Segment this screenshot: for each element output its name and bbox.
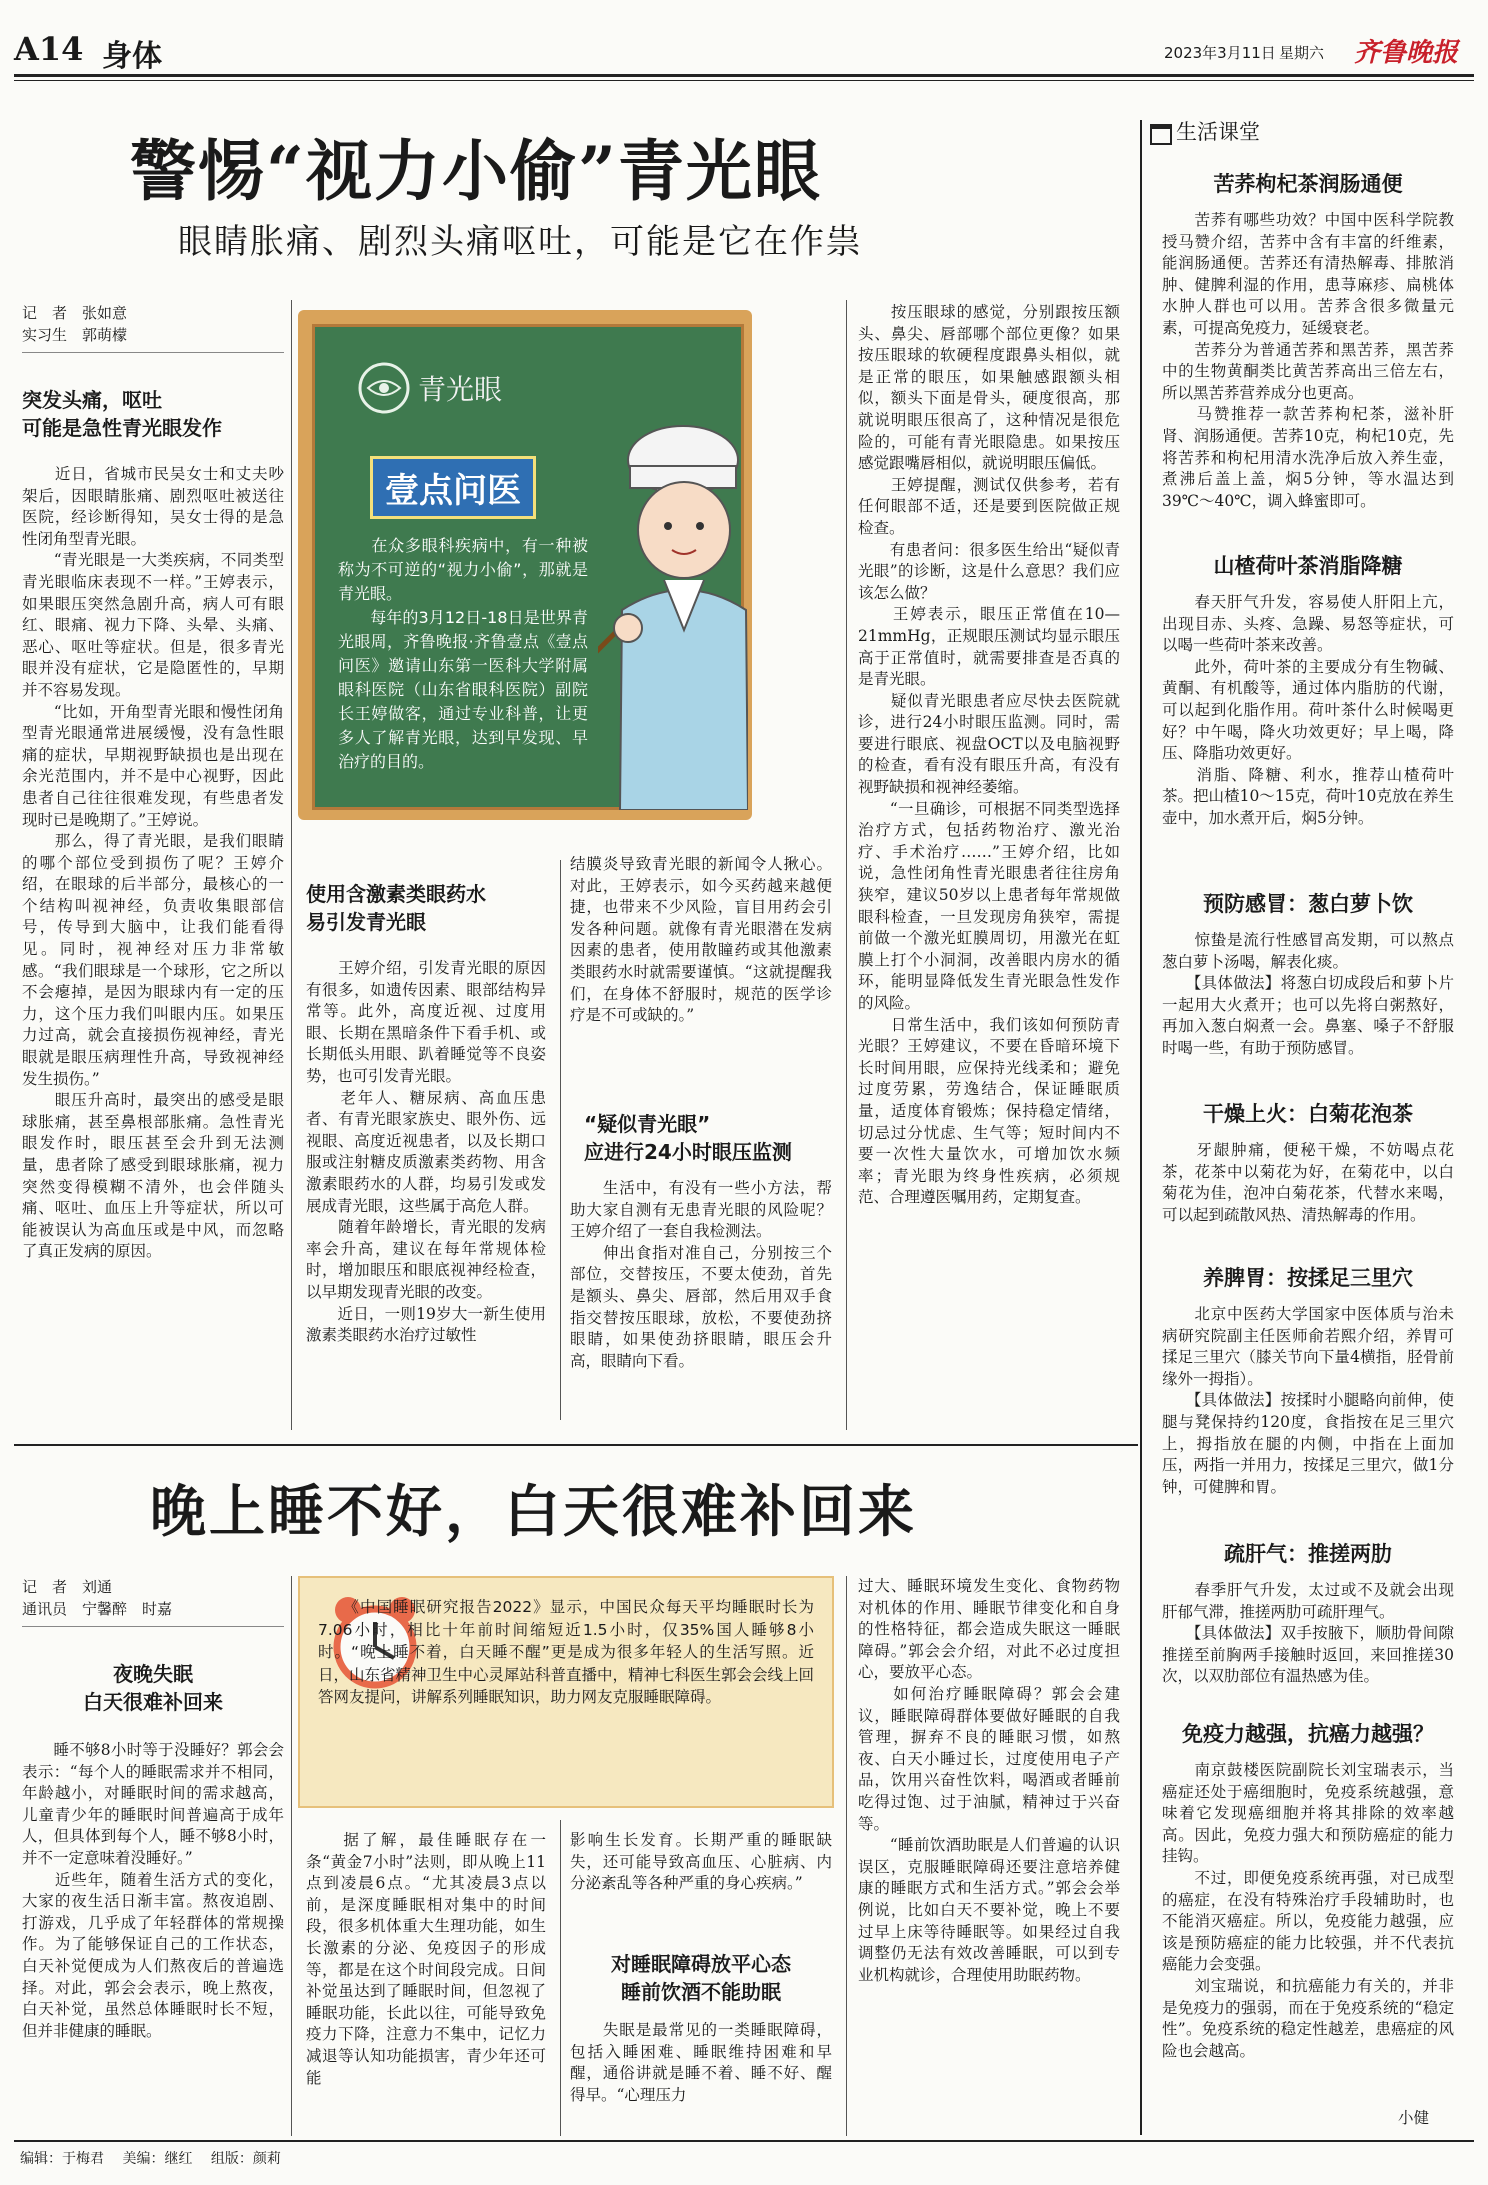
- sidebar-heading: 预防感冒：葱白萝卜饮: [1203, 892, 1413, 916]
- byline-rule: [22, 1626, 284, 1627]
- article1-byline: [22, 302, 292, 346]
- byline-correspondent: 通讯员 宁馨醉 时嘉: [22, 1600, 173, 1618]
- qa-column-tag: 壹点问医: [370, 456, 536, 519]
- column-divider: [291, 300, 292, 1430]
- page-number: A14: [14, 30, 84, 68]
- footer-credits: [20, 2148, 620, 2168]
- glaucoma-logo: [354, 358, 534, 418]
- footer-rule: [14, 2140, 1474, 2142]
- article1-col4-body: 按压眼球的感觉，分别跟按压额头、鼻尖、唇部哪个部位更像？如果按压眼球的软硬程度跟鼻头相似，就是正常的眼压，如果触感跟额头相似，额头下面是骨头，硬度很高，那就说明眼压很高了，这种情况是很危险的，可能有青光眼隐患。如果按压感觉跟嘴唇相似，就说明眼压偏低。 王婷提醒，测试仅供参考，若有任何眼部不适，还是要到医院做正规检查。 有患者问：很多医生给出“疑似青光眼”的诊断，这是什么意思？我们应该怎么做？ 王婷表示，眼压正常值在10—21mmHg，正规眼压测试均显示眼压高于正常值时，就需要排查是否真的是青光眼。 疑似青光眼患者应尽快去医院就诊，进行24小时眼压监测。同时，需要进行眼底、视盘OCT以及电脑视野的检查，看有没有眼压升高，有没有视野缺损和视神经萎缩。 “一旦确诊，可根据不同类型选择治疗方式，包括药物治疗、激光治疗、手术治疗……”王婷介绍，比如说，急性闭角性青光眼患者往往房角狭窄，建议50岁以上患者每年常规做眼科检查，一旦发现房角狭窄，需提前做一个激光虹膜周切，用激光在虹膜上打个小洞洞，改善眼内房水的循环，能明显降低发生青光眼急性发作的风险。 日常生活中，我们该如何预防青光眼？王婷建议，不要在昏暗环境下长时间用眼，应保持光线柔和；避免过度劳累，劳逸结合，保证睡眠质量，适度体育锻炼；保持稳定情绪，切忌过分忧虑、生气等；短时间内不要一次性大量饮水，可增加饮水频率；青光眼为终身性疾病，必须规范、合理遵医嘱用药，定期复查。: [858, 303, 1120, 1207]
- byline-reporter: 记 者 张如意: [22, 304, 128, 322]
- column-divider: [291, 1576, 292, 2136]
- sidebar-text: 苦荞有哪些功效？中国中医科学院教授马赞介绍，苦荞中含有丰富的纤维素，能润肠通便。苦荞还有清热解毒、排脓消肿、健脾利湿的作用，患荨麻疹、扁桃体水肿人群也可以用。苦荞含很多微量元素，可提高免疫力，延缓衰老。 苦荞分为普通苦荞和黑苦荞，黑苦荞中的生物黄酮类比黄苦荞高出三倍左右，所以黑苦荞营养成分也更高。 马赞推荐一款苦荞枸杞茶，滋补肝肾、润肠通便。苦荞10克，枸杞10克，先将苦荞和枸杞用清水洗净后放入养生壶，煮沸后盖上盖，焖5分钟，等水温达到39℃～40℃，调入蜂蜜即可。: [1162, 211, 1454, 510]
- sidebar-heading: 疏肝气：推搓两肋: [1224, 1542, 1392, 1566]
- article1-col1-body: 近日，省城市民吴女士和丈夫吵架后，因眼睛胀痛、剧烈呕吐被送往医院，经诊断得知，吴女士得的是急性闭角型青光眼。 “青光眼是一大类疾病，不同类型青光眼临床表现不一样。”王婷表示，如果眼压突然急剧升高，病人可有眼红、眼痛、视力下降、头晕、头痛、恶心、呕吐等症状。但是，很多青光眼并没有症状，它是隐匿性的，早期并不容易发现。 “比如，开角型青光眼和慢性闭角型青光眼通常进展缓慢，没有急性眼痛的症状，早期视野缺损也是出现在余光范围内，并不是中心视野，因此患者自己往往很难发现，有些患者发现时已是晚期了。”王婷说。 那么，得了青光眼，是我们眼睛的哪个部位受到损伤了呢？王婷介绍，在眼球的后半部分，最核心的一个结构叫视神经，负责收集眼部信号，传导到大脑中，让我们能看得见。同时，视神经对压力非常敏感。“我们眼球是一个球形，它之所以不会瘪掉，是因为眼球内有一定的压力，这个压力我们叫眼内压。如果压力过高，就会直接损伤视神经，青光眼就是眼压病理性升高，导致视神经发生损伤。” 眼压升高时，最突出的感受是眼球胀痛，甚至鼻根部胀痛。急性青光眼发作时，眼压甚至会升到无法测量，患者除了感受到眼球胀痛，视力突然变得模糊不清外，也会伴随头痛、呕吐、血压上升等症状，所以可能被误认为高血压或是中风，而忽略了真正发病的原因。: [22, 465, 284, 1261]
- column-divider: [560, 1820, 561, 2136]
- sidebar-column-label: [1150, 116, 1470, 148]
- footer-art-editor: 美编：继红: [122, 2151, 193, 2167]
- paper-logo: 齐鲁晚报: [1354, 38, 1459, 68]
- article1-col2-body: 王婷介绍，引发青光眼的原因有很多，如遗传因素、眼部结构异常等。此外，高度近视、过度用眼、长期在黑暗条件下看手机、或长期低头用眼、趴着睡觉等不良姿势，也可引发青光眼。 老年人、糖尿病、高血压患者、有青光眼家族史、眼外伤、远视眼、高度近视患者，以及长期口服或注射糖皮质激素类药物、用含激素眼药水的人群，均易引发或发展成青光眼，这些属于高危人群。 随着年龄增长，青光眼的发病率会升高，建议在每年常规体检时，增加眼压和眼底视神经检查，以早期发现青光眼的改变。 近日，一则19岁大一新生使用激素类眼药水治疗过敏性: [306, 959, 546, 1345]
- byline-reporter: 记 者 刘通: [22, 1578, 113, 1596]
- sleep-report-box: [298, 1576, 834, 1808]
- article2-col2-body: 据了解，最佳睡眠存在一条“黄金7小时”法则，即从晚上11点到凌晨6点。“尤其凌晨3点以前，是深度睡眠相对集中的时间段，很多机体重大生理功能，如生长激素的分泌、免疫因子的形成等，都是在这个时间段完成。日间补觉虽达到了睡眠时间，但忽视了睡眠功能，长此以往，可能导致免疫力下降，注意力不集中，记忆力减退等认知功能损害，青少年还可能: [306, 1831, 546, 2087]
- sidebar-text: 北京中医药大学国家中医体质与治未病研究院副主任医师俞若熙介绍，养胃可揉足三里穴（膝关节向下量4横指，胫骨前缘外一拇指）。 【具体做法】按揉时小腿略向前伸，使腿与凳保持约120度，食指按在足三里穴上，拇指放在腿的内侧，中指在上面加压，两指一并用力，按揉足三里穴，做1分钟，可健脾和胃。: [1162, 1305, 1454, 1496]
- sidebar-heading: 养脾胃：按揉足三里穴: [1203, 1266, 1413, 1290]
- sidebar-text: 牙龈肿痛，便秘干燥，不妨喝点花茶，花茶中以菊花为好，在菊花中，以白菊花为佳，泡冲白菊花茶，代替水来喝，可以起到疏散风热、清热解毒的作用。: [1162, 1141, 1454, 1224]
- article2-col3-heading: 对睡眠障碍放平心态 睡前饮酒不能助眠: [611, 1952, 791, 2004]
- sidebar-text: 南京鼓楼医院副院长刘宝瑞表示，当癌症还处于癌细胞时，免疫系统越强，意味着它发现癌细胞并将其排除的效率越高。因此，免疫力强大和预防癌症的能力挂钩。 不过，即便免疫系统再强，对已成型的癌症，在没有特殊治疗手段辅助时，也不能消灭癌症。所以，免疫能力越强，应该是预防癌症的能力比较强，并不代表抗癌能力会变强。 刘宝瑞说，和抗癌能力有关的，并非是免疫力的强弱，而在于免疫系统的“稳定性”。免疫系统的稳定性越差，患癌症的风险也会越高。: [1162, 1761, 1454, 2060]
- article1-col1-heading: 突发头痛，呕吐 可能是急性青光眼发作: [22, 388, 222, 440]
- article-separator: [14, 1444, 1138, 1446]
- article2-col3-body: 失眠是最常见的一类睡眠障碍，包括入睡困难、睡眠维持困难和早醒，通俗讲就是睡不着、睡不好、醒得早。“心理压力: [570, 2021, 832, 2104]
- qa-chalkboard-box: [298, 310, 752, 820]
- column-icon: [1150, 124, 1172, 145]
- article1-subtitle: 眼睛胀痛、剧烈头痛呕吐，可能是它在作祟: [178, 222, 862, 262]
- doctor-illustration: [598, 420, 748, 810]
- sidebar-heading: 免疫力越强，抗癌力越强？: [1182, 1722, 1434, 1746]
- article1-col2-heading: 使用含激素类眼药水 易引发青光眼: [306, 882, 486, 934]
- section-name: 身体: [102, 39, 162, 74]
- article2-col4-body: 过大、睡眠环境发生变化、食物药物对机体的作用、睡眠节律变化和自身的性格特征，都会造成失眠这一睡眠障碍。”郭会会介绍，对此不必过度担心，要放平心态。 如何治疗睡眠障碍？郭会会建议，睡眠障碍群体要做好睡眠的自我管理，摒弃不良的睡眠习惯，如熬夜、白天小睡过长，过度使用电子产品，饮用兴奋性饮料，喝酒或者睡前吃得过饱、过于油腻，精神过于兴奋等。 “睡前饮酒助眠是人们普遍的认识误区，克服睡眠障碍还要注意培养健康的睡眠方式和生活方式。”郭会会举例说，比如白天不要补觉，晚上不要过早上床等待睡眠等。如果经过自我调整仍无法有效改善睡眠，可以到专业机构就诊，合理使用助眠药物。: [858, 1577, 1120, 1984]
- sidebar-heading: 苦荞枸杞茶润肠通便: [1213, 172, 1403, 196]
- masthead-rule: [14, 74, 1474, 77]
- column-divider: [560, 860, 561, 1420]
- column-divider: [846, 1576, 847, 2136]
- article2-col1-heading: 夜晚失眠 白天很难补回来: [83, 1662, 223, 1714]
- issue-weekday: 星期六: [1279, 44, 1325, 62]
- sidebar-heading: 山楂荷叶茶消脂降糖: [1213, 554, 1403, 578]
- sidebar-text: 春天肝气升发，容易使人肝阳上亢，出现目赤、头疼、急躁、易怒等症状，可以喝一些荷叶茶来改善。 此外，荷叶茶的主要成分有生物碱、黄酮、有机酸等，通过体内脂肪的代谢，可以起到化脂作用。荷叶茶什么时候喝更好？中午喝，降火功效更好；早上喝，降压、降脂功效更好。 消脂、降糖、利水，推荐山楂荷叶茶。把山楂10～15克，荷叶10克放在养生壶中，加水煮开后，焖5分钟。: [1162, 593, 1454, 827]
- byline-intern: 实习生 郭萌檬: [22, 326, 128, 344]
- footer-layout: 组版：颜莉: [210, 2151, 281, 2167]
- sidebar-text: 春季肝气升发，太过或不及就会出现肝郁气滞，推搓两肋可疏肝理气。 【具体做法】双手按腋下，顺肋骨间隙推搓至前胸两手接触时返回，来回推搓30次，以双肋部位有温热感为佳。: [1162, 1581, 1454, 1686]
- sidebar-column-name: 生活课堂: [1176, 120, 1260, 144]
- column-divider: [846, 300, 847, 1430]
- byline-rule: [22, 352, 284, 353]
- sidebar-sign: 小健: [1398, 2109, 1430, 2127]
- masthead-rule-thin: [14, 80, 1474, 81]
- article1-title: 警惕“视力小偷”青光眼: [130, 132, 822, 210]
- article1-col3-top: 结膜炎导致青光眼的新闻令人揪心。对此，王婷表示，如今买药越来越便捷，也带来不少风险，盲目用药会引发各种问题。就像有青光眼潜在发病因素的患者，使用散瞳药或其他激素类眼药水时就需要谨慎。“这就提醒我们，在身体不舒服时，规范的医学诊疗是不可或缺的。”: [570, 855, 832, 1025]
- sidebar-heading: 干燥上火：白菊花泡茶: [1203, 1102, 1413, 1126]
- glaucoma-logo-text: 青光眼: [418, 373, 503, 406]
- sidebar-divider: [1140, 120, 1142, 2135]
- eye-icon: [354, 358, 424, 418]
- qa-box-text: 在众多眼科疾病中，有一种被称为不可逆的“视力小偷”，那就是青光眼。 每年的3月12日-18日是世界青光眼周，齐鲁晚报·齐鲁壹点《壹点问医》邀请山东第一医科大学附属眼科医院（山东省眼科医院）副院长王婷做客，通过专业科普，让更多人了解青光眼，达到早发现、早治疗的目的。: [338, 536, 588, 771]
- article1-col3-body: 生活中，有没有一些小方法，帮助大家自测有无患青光眼的风险呢？王婷介绍了一套自我检测法。 伸出食指对准自己，分别按三个部位，交替按压，不要太使劲，首先是额头、鼻尖、唇部，然后用双手食指交替按压眼球，放松，不要使劲挤眼睛，如果使劲挤眼睛，眼压会升高，眼睛向下看。: [570, 1179, 832, 1370]
- sleep-report-text: 《中国睡眠研究报告2022》显示，中国民众每天平均睡眠时长为7.06小时，相比十年前时间缩短近1.5小时，仅35%国人睡够8小时。“晚上睡不着，白天睡不醒”更是成为很多年轻人的生活写照。近日，山东省精神卫生中心灵犀站科普直播中，精神七科医生郭会会线上回答网友提问，讲解系列睡眠知识，助力网友克服睡眠障碍。: [318, 1598, 815, 1706]
- article2-title: 晚上睡不好，白天很难补回来: [150, 1479, 917, 1545]
- sidebar-text: 惊蛰是流行性感冒高发期，可以熬点葱白萝卜汤喝，解表化痰。 【具体做法】将葱白切成段后和萝卜片一起用大火煮开；也可以先将白粥熬好，再加入葱白焖煮一会。鼻塞、嗓子不舒服时喝一些，有助于预防感冒。: [1162, 931, 1454, 1057]
- footer-editor: 编辑：于梅君: [20, 2151, 104, 2167]
- issue-date: 2023年3月11日: [1164, 44, 1276, 62]
- article2-byline: [22, 1576, 284, 1620]
- article2-col1-body: 睡不够8小时等于没睡好？郭会会表示：“每个人的睡眠需求并不相同，年龄越小，对睡眠时间的需求越高，儿童青少年的睡眠时间普遍高于成年人，但具体到每个人，睡不够8小时，并不一定意味着没睡好。” 近些年，随着生活方式的变化，大家的夜生活日渐丰富。熬夜追剧、打游戏，几乎成了年轻群体的常规操作。为了能够保证自己的工作状态，白天补觉便成为人们熬夜后的普遍选择。对此，郭会会表示，晚上熬夜，白天补觉，虽然总体睡眠时长不短，但并非健康的睡眠。: [22, 1741, 284, 2040]
- masthead: [14, 26, 1474, 74]
- article2-col3-top: 影响生长发育。长期严重的睡眠缺失，还可能导致高血压、心脏病、内分泌紊乱等各种严重的身心疾病。”: [570, 1831, 832, 1893]
- article1-col3-heading: “疑似青光眼” 应进行24小时眼压监测: [584, 1112, 792, 1164]
